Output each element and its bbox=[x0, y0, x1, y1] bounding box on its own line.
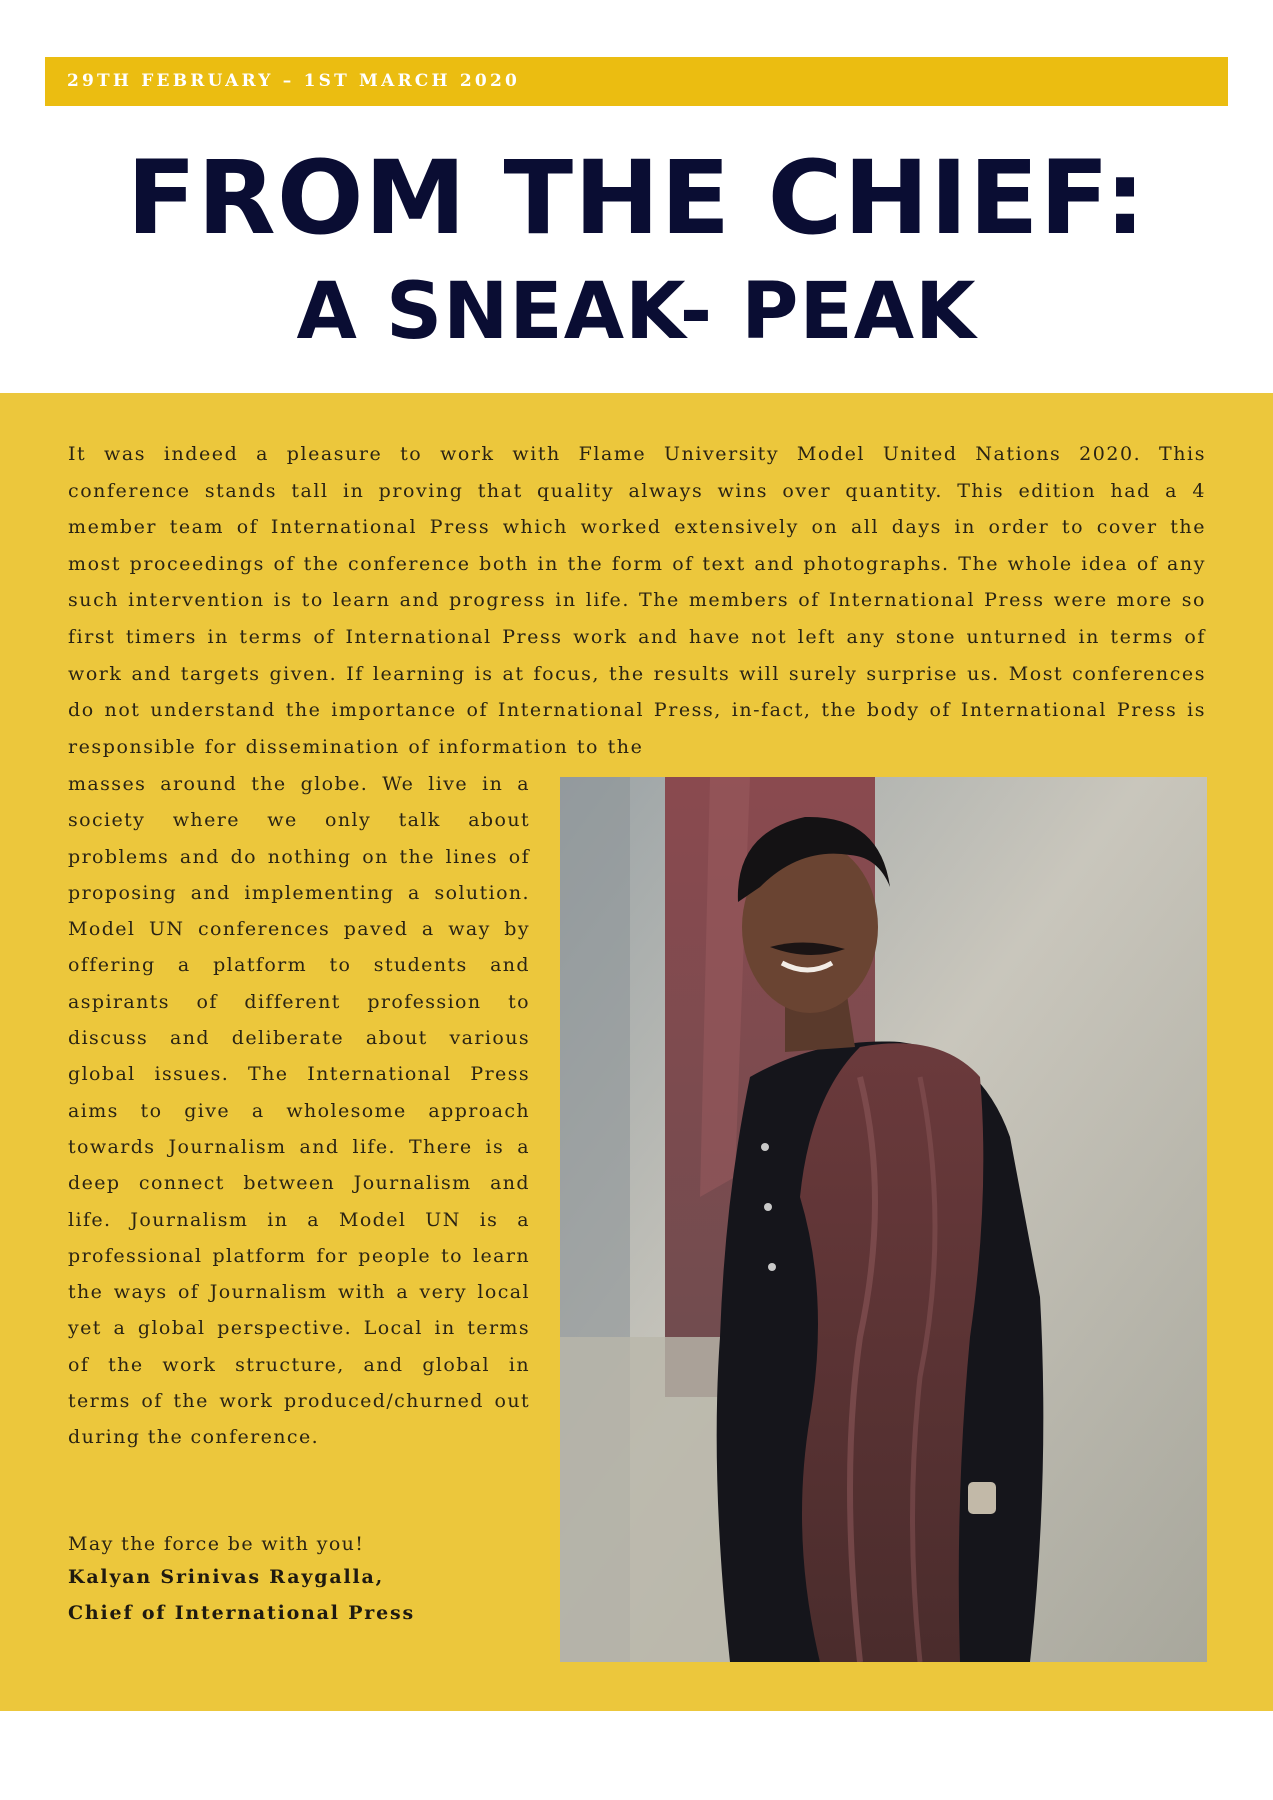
article-column-paragraph: masses around the globe. We live in a society where we only talk about problems and do nothing on the lines of proposing and implementing a solution. Model UN conferences paved a way by offering a platform to students and aspirants of different profession to discuss and deliberate about various global issues. The International Press aims to give a wholesome approach towards Journalism and life. There is a deep connect between Journalism and life. Journalism in a Model UN is a professional platform for people to learn the ways of Journalism with a very local yet a global perspective. Local in terms of the work structure, and global in terms of the work produced/churned out during the conference. bbox=[68, 773, 530, 1449]
date-banner bbox=[45, 57, 1228, 106]
signature-role: Chief of International Press bbox=[68, 1602, 415, 1624]
date-range: 29TH FEBRUARY – 1ST MARCH 2020 bbox=[67, 71, 521, 91]
page-title: FROM THE CHIEF: bbox=[126, 139, 1147, 258]
closing-line: May the force be with you! bbox=[68, 1533, 365, 1555]
page-subtitle: A SNEAK- PEAK bbox=[296, 267, 977, 357]
portrait-photo bbox=[560, 777, 1207, 1662]
signature-name: Kalyan Srinivas Raygalla, bbox=[68, 1566, 385, 1588]
article-intro-paragraph: It was indeed a pleasure to work with Flame University Model United Nations 2020. This conference stands tall in proving that quality always wins over quantity. This edition had a 4 member team of International Press which worked extensively on all days in order to cover the most proceedings of the conference both in the form of text and photographs. The whole idea of any such intervention is to learn and progress in life. The members of International Press were more so first timers in terms of International Press work and have not left any stone unturned in terms of work and targets given. If learning is at focus, the results will surely surprise us. Most conferences do not understand the importance of International Press, in-fact, the body of International Press is responsible for dissemination of information to the bbox=[68, 443, 1206, 758]
